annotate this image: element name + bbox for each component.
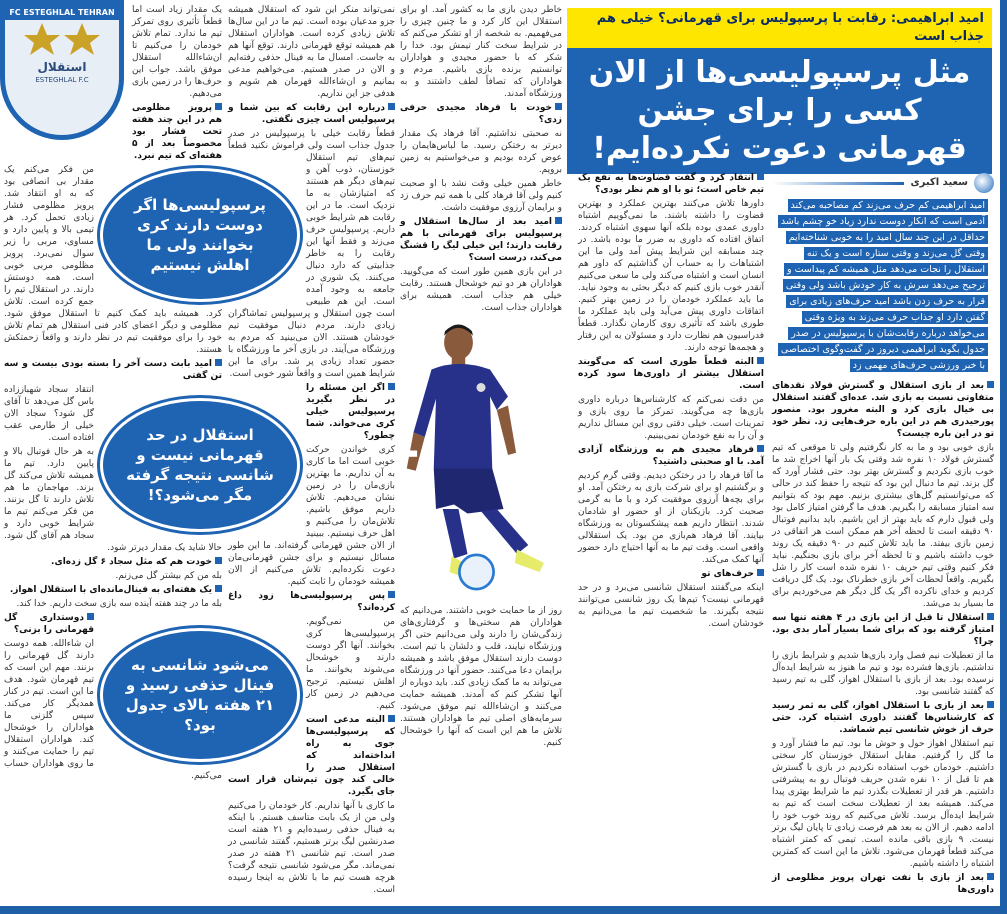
- paragraph: ان شاءالله. همه دوست دارند گل قهرمانی را بزنند. مهم این است که تیم قهرمان شود. هدف ما این است. تیم در کنار همدیگر کار می‌کند. سپس گلزنی ما هواداران را خوشحال کند. هواداران استقلال تیم را حمایت می‌کنند و ما روی هواداران حساب می‌کنیم.: [4, 639, 222, 781]
- paragraph: نه صحبتی نداشتیم. آقا فرهاد یک مقدار دیرتر به رختکن رسید. ما لباس‌هایمان را عوض کرده بودیم و می‌خواستیم به زمین برویم.: [400, 129, 562, 175]
- article-header: [567, 8, 992, 174]
- paragraph: من فکر می‌کنم یک مقدار بی انصافی بود که به او انتقاد شد. پرویز مظلومی فشار زیادی تحمل کرد. هر تیمی بالا و پایین دارد و مساوی، مربی را زیر سوال نمی‌برد. پرویز مظلومی مربی خوبی است. همه دوستش دارند. در استقلال تیم را جمع کرده است. تلاش کرد. همیشه باید کمک کنیم تا استقلال موفق شود. مظلومی و دیگر اعضای کادر فنی استقلال هم تمام تلاش خود را برای موفقیت تیم در نظر دارند و واقعاً زحمتکش هستند.: [4, 165, 222, 355]
- headline: مثل پرسپولیسی‌ها از الان کسی را برای جشن قهرمانی دعوت نکرده‌ایم!: [567, 48, 992, 174]
- intro-highlight: [778, 198, 988, 374]
- subheading: پرویز مظلومی هم در این چند هفته تحت فشار بود مخصوصاً بعد از ۵ هفته‌ای که تیم نبرد.: [4, 102, 222, 162]
- paragraph: تیم استقلال اهواز حول و حوش ما بود. تیم ما فشار آورد و ما گل را گرفتیم. مقابل استقلال خوزستان کار سختی داشتیم. خودمان خوب استفاده نکردیم در بازی با گسترش هم تا قبل از ۱۰ نفره شدن حریف فوتبال رو به پیشرفتی داشتیم. هر قدر از تعطیلات بگذرد تیم ما شرایط بهتری پیدا می‌کند. همیشه بعد از تعطیلات سخت است که تیم به شرایط ایده‌آل برسد. تلاش می‌کنیم که روند خوب خود را ادامه دهیم. از الان به بعد هم فرصت زیادی تا پایان لیگ برتر نیست. ۹ بازی باقی مانده است. تیمی که کمتر اشتباه می‌کند قطعاً قهرمان می‌شود. تلاش ما این است که کمترین اشتباه را داشته باشیم.: [772, 739, 995, 869]
- subheading: پس پرسپولیسی‌ها زود داغ کرده‌اند؟: [228, 591, 395, 613]
- pull-quote-1: پرسپولیسی‌ها اگر دوست دارند کری بخوانند ولی ما اهلش نیستیم: [100, 168, 300, 302]
- subheading: انتقاد کرد و گفت قضاوت‌ها به نفع یک تیم خاص است؛ تو با او هم نظر بودی؟: [578, 173, 764, 195]
- paragraph: ما از تعطیلات نیم فصل وارد بازی‌ها شدیم و شرایط بازی را نداشتیم. بازی‌ها فشرده بود و تیم ما هنوز به شرایط ایده‌آل نرسیده بود. بعد از بازی با استقلال اهواز، گلی به تیم رسید که گفتند شانسی بود.: [772, 651, 994, 697]
- byline-rule: [772, 182, 904, 185]
- paragraph: در این بازی همین طور است که می‌گویید. هواداران هر دو تیم خوشحال هستند. رقابت خیلی هم جذاب است. همیشه برای هواداران جذاب است.: [400, 267, 562, 313]
- paragraph: بله ما در چند هفته آینده سه بازی سخت داریم. خدا کند.: [16, 599, 222, 609]
- paragraph: خاطر دیدن بازی ما به کشور آمد. او برای استقلال این کار کرد و ما چنین چیزی را می‌فهمیم. به شخصه از او تشکر می‌کنم که در شرایط سخت کنار تیمش بود. خدا را شکر که با حضور مجیدی و هواداران توانستیم برنده بازی باشیم. مردم و هواداران که تصافاً لطف داشتند و به ورزشگاه آمدند.: [400, 5, 562, 99]
- photo-side-body: [578, 568, 764, 630]
- paragraph: اینکه می‌گفتند استقلال شانسی می‌برد و در حد قهرمانی نیست؟ تیم‌ها یک روز شانسی می‌توانند نتیجه بگیرند. ما شخصیت تیم ما می‌دانیم به خودشان است.: [578, 583, 764, 629]
- subheading: اگر این مسئله را در نظر بگیرید پرسپولیس خیلی کری می‌خواند. شما چطور؟: [228, 382, 395, 442]
- subheading: خودت با فرهاد مجیدی حرفی زدی؟: [400, 103, 562, 125]
- football-icon: [974, 173, 994, 193]
- subheading: بعد از بازی با نفت تهران پرویز مظلومی از داوری‌ها: [772, 873, 994, 895]
- author-name: سعید اکبری: [910, 177, 968, 188]
- subheading: امید بابت دست آخر را بسته بودی بیست و سه تن گفتی: [4, 359, 222, 381]
- pull-quote-3: می‌شود شانسی به فینال حذفی رسید و ۲۱ هفته بالای جدول بود؟: [100, 628, 300, 762]
- subheading: یک هفته‌ای به فینال‌مانده‌ای با استقلال اهواز.: [4, 584, 222, 596]
- subheading: بعد از بازی استقلال و گسترش فولاد نقدهای متفاوتی نسبت به بازی شد. عده‌ای گفتند استقلال بی خیال بازی کرد و البته مغرور بود. منصور پورحیدری هم در این باره حرف‌هایی زد. نظر خود تو در این باره چیست؟: [772, 381, 994, 439]
- column-right-body: [772, 380, 994, 896]
- paragraph: انتقاد سجاد شهباززاده باس گل می‌دهد تا آقای گل شود؟ سجاد الان خیلی از طارمی عقب افتاده است.: [4, 385, 94, 443]
- subheading: درباره این رقابت که بین شما و پرسپولیس است چیزی نگفتی.: [228, 103, 395, 125]
- pull-quote-2: استقلال در حد قهرمانی نیست و شانسی نتیجه گرفته مگر می‌شود؟!: [100, 398, 300, 532]
- intro-text: امید ابراهیمی کم حرف می‌زند کم مصاحبه می‌کند آدمی است که انکار دوست ندارد زیاد خو چشم باشد حداقل در این چند سال امید را به خوبی شناخته‌ایم وقتی گل می‌زند و وقتی ستاره است و یک تنه استقلال را نجات می‌دهد مثل همیشه کم پیداست و ترجیح می‌دهد سرش به کار خودش باشد ولی وقتی قرار به حرف زدن باشد امید حرف‌های زیادی برای گفتن دارد او جذاب حرف می‌زند به ویژه وقتی می‌خواهد درباره رقابت‌شان با پرسپولیس در صدر جدول بگوید ابراهیمی دیروز در گفت‌وگوی اختصاصی با خبر ورزشی حرف‌های مهمی زد: [778, 199, 988, 372]
- column-middle: [400, 4, 562, 751]
- player-photo: [400, 320, 562, 599]
- paragraph: بله من کم بیشتر گل می‌زنم.: [115, 571, 222, 581]
- paragraph: من دقت نمی‌کنم که کارشناس‌ها درباره داوری بازی‌ها چه می‌گویند. تمرکز ما روی بازی و تمرینات است. خیلی دقتی روی این مسائل نداریم و آن را به نفع خودمان نمی‌بینیم.: [578, 395, 764, 441]
- paragraph: به هر حال فوتبال بالا و پایین دارد. تیم ما همیشه تلاش می‌کند گل بزند. مهاجمان ما هم تلاش دارند تا گل بزنند. من فکر می‌کنم تیم ما شرایط خوبی دارد و سجاد هم آقای گل شود. حالا شاید یک مقدار دیرتر شود.: [4, 447, 222, 553]
- middle-top-body: [578, 172, 764, 566]
- paragraph: نمی‌تواند منکر این شود که استقلال همیشه جزو مدعیان بوده است. تیم ما در این سال‌ها تلاش زیادی کرده است. هواداران استقلال هم همیشه توقع قهرمانی دارند. توقع آنها هم به جاست. امسال ما به فینال حذفی رفته‌ایم و الان در صدر هستیم. می‌خواهیم مدعی بمانیم و ان‌شاءالله قهرمان هم شویم و هدفی جز این نداریم.: [228, 5, 395, 99]
- subheading: بعد از بازی با استقلال اهواز، گلی به ثمر رسید که کارشناس‌ها گفتند داوری اشتباه کرد. حتی حرف از خوش شانسی تیم شماشد.: [772, 701, 994, 735]
- bottom-left-body: [400, 605, 562, 749]
- subheading: فرهاد مجیدی هم به ورزشگاه آزادی آمد. با او صحبتی داشتید؟: [578, 445, 764, 467]
- logo-ring-text: FC ESTEGHLAL TEHRAN: [5, 5, 119, 20]
- middle-body: [400, 4, 562, 314]
- paragraph: روز از ما حمایت خوبی داشتند. می‌دانیم که هواداران هم سختی‌ها و گرفتاری‌های زندگی‌شان را دارند ولی می‌دانیم حتی اگر ورزشگاه نیایند، قلب و دلشان با تیم است. دوست دارند استقلال موفق باشد و همیشه برایمان دعا می‌کنند. حضور آنها در ورزشگاه می‌تواند به ما کمک زیادی کند. باید دوباره از آنها تشکر کنم که آمدند. همیشه حمایت می‌کنند و ان‌شاءالله تیم موفق می‌شود. سرمایه‌های اصلی تیم ما هواداران هستند. تلاش ما هم این است که آنها را خوشحال کنیم.: [400, 606, 562, 748]
- paragraph: ما آقا فرهاد را در رختکن دیدیم. وقتی گرم کردیم و برگشتیم او برای شرکت بازی به رختکن آمد. او برای بچه‌ها آرزوی موفقیت کرد و با ما به گرمی صحبت کرد. بازیکنان از او حضور او شادمان شدند. انتظار داریم همه پیشکسوتان به ورزشگاه بیایند. آقا فرهاد هم‌بازی من بود. یک استقلالی واقعی است. وقت تیم ما به آنها احتیاج دارد حضور آنها کمک می‌کند.: [578, 471, 764, 565]
- paragraph: بازی خوبی بود و ما به کار نگرفتیم ولی تا موقعی که تیم گسترش فولاد ۱۰ نفره شد وقتی یک بار آنها اخراج شد ما خوب بازی نکردیم و گسترش بهتر بود. حتی فشار آورد که گل بزند. تیم ما دنبال این بود که نتیجه را حفظ کند در حالی که می‌توانستیم گل‌های بیشتری بزنیم. مهم بود که بتوانیم سه امتیاز مسابقه را بگیریم. هدف ما گرفتن امتیاز کامل بود ولی قبول دارم که باید بهتر از این باشیم. باید بدانیم فوتبال ۹۰ دقیقه است تا لحظه آخر هم ممکن است هر اتفاقی در زمین بازی بیفتد. ما باید تلاش کنیم در ۹۰ دقیقه یک روند خوب داشته باشیم و تا لحظه آخر برای بازی بجنگیم. نباید فکر کنیم وقتی تیم حریف ۱۰ نفره شده است کار را شل بگیریم. واقعاً لحظات آخر بازی خطرناک بود. یک گل دریافت کردیم و خدای ناکرده اگر یک گل دیگر هم می‌خوردیم برای ما بسیار بد می‌شد.: [772, 443, 995, 609]
- subheading: البته قطعاً طوری است که می‌گویند استقلال بیشتر از داوری‌ها سود کرده است.: [578, 357, 764, 391]
- kicker: امید ابراهیمی: رقابت با پرسپولیس برای قهرمانی؟ خیلی هم جذاب است: [567, 8, 992, 48]
- subheading: استقلال تا قبل از این بازی در ۴ هفته تنها سه امتیاز گرفته بود که برای شما بسیار آمار بدی بود. چرا؟: [772, 613, 994, 647]
- subheading: خودت هم که مثل سجاد ۶ گل زده‌ای.: [4, 556, 222, 568]
- logo-name-fa: استقلال: [37, 60, 87, 74]
- column-right: [772, 172, 994, 898]
- subheading: امید بعد از سال‌ها استقلال و پرسپولیس برای قهرمانی با هم رقابت دارند؛ این خیلی لیگ را قشنگ می‌کند، درست است؟: [400, 217, 562, 263]
- subheading: حرف‌های تو: [578, 568, 764, 580]
- column-middle-top: [578, 172, 764, 632]
- paragraph: قطعاً رقابت خیلی با پرسپولیس در صدر جدول جذاب است ولی فراموش نکنید قطعاً تیم‌های تیم استقلال خوزستان، ذوب آهن و تیم‌های دیگر هم هستند که امتیازشان به ما نزدیک است. ما در این رقابت هم شرایط خوبی داریم. پرسپولیس حرف می‌زند و فقط آنها این رقابت را به خاطر جذابیتی که دارد دنبال می‌کنند. یک شوری در جامعه به وجود آمده است. این هم طبیعی است چون استقلال و پرسپولیس تماشاگران زیادی دارند. مردم دنبال موفقیت تیم خودشان هستند. الان می‌بینید که مردم به ورزشگاه می‌آیند. در بازی آخر ما ورزشگاه با حضور تعداد زیادی پر شد. برای ما این شرایط همین است و واقعاً شور خوبی است.: [228, 129, 395, 379]
- logo-name-en: ESTEGHLAL F.C: [35, 76, 89, 84]
- paragraph: کری خواندن حرکت خوبی است اما ما کاری به آن نداریم. ما بهترین بازی‌مان را در زمین نشان می‌دهیم. تلاش داریم موفق باشیم. تلاش‌مان را می‌کنیم و اهل حرف نیستیم. ببینید از الان جشن قهرمانی گرفته‌اند. ما این طور مسائل نیستیم و برای جشن قهرمانی‌مان دعوت نکرده‌ایم. تلاش می‌کنیم از الان همیشه خودمان را ثابت کنیم.: [228, 445, 395, 587]
- paragraph: من نمی‌گویم. پرسپولیسی‌ها کری بخوانند. آنها اگر دوست دارند و خوشحال می‌شوند بخوانند. ما اهلش نیستیم. ترجیح می‌دهیم در زمین کار کنیم.: [306, 617, 395, 711]
- paragraph: یک مقدار زیاد است اما قطعاً تأثیری روی تمرکز تیم ما ندارد. تمام تلاش خودمان را می‌کنیم تا ان‌شاءالله استقلال موفق باشد. جواب این حرف‌ها را در زمین بازی می‌دهیم.: [132, 5, 222, 99]
- paragraph: ما کاری با آنها نداریم. کار خودمان را می‌کنیم ولی من از یک بابت متاسف هستم. با اینکه به فینال حذفی رسیده‌ایم و ۲۱ هفته است صدرنشین لیگ برتر هستیم، گفتند شانسی در صدر است. تیم شانسی ۲۱ هفته در صدر نمی‌ماند. مگر می‌شود شانسی نتیجه گرفت؟ هرچه هست تیم ما با تلاش به اینجا رسیده است.: [228, 801, 395, 895]
- paragraph: داورها تلاش می‌کنند بهترین عملکرد و بهترین قضاوت را داشته باشند. ما نمی‌گوییم اشتباه داوری عمدی بوده بلکه آنها سهوی اشتباه کردند. اتفاق افتاده که داوری به ضرر ما بوده باشد. در چند مسابقه این شرایط پیش آمد ولی ما این اشتباهات را به حساب آن گذاشتیم که داور هم انسان است و اشتباه می‌کند ولی ما سعی می‌کنیم آنقدر خوب بازی کنیم که دیگر بحثی به وجود نیاید. ما باید عملکرد خودمان را در زمین بهتر کنیم. اتفاقات داوری پیش می‌آید ولی باید عملکرد ما طوری باشد که تأثیری روی کارمان نگذارد. قطعاً فدراسیون هم نظارت دارد و مسئولان به این رفتار و هجمه‌ها توجه دارند.: [578, 199, 764, 353]
- subheading: البته مدعی است که پرسپولیسی‌ها جوی به راه انداخته‌اند که استقلال صدر را خالی کند چون تیم‌شان قرار است جای بگیرد.: [228, 715, 395, 797]
- paragraph: خاطر همین خیلی وقت نشد با او صحبت کنیم ولی آقا فرهاد کلی با همه تیم حرف زد و برایمان آرزوی موفقیت داشت.: [400, 179, 562, 213]
- byline: [772, 172, 994, 194]
- subheading: دوستداری گل قهرمانی را بزنی؟: [4, 612, 222, 636]
